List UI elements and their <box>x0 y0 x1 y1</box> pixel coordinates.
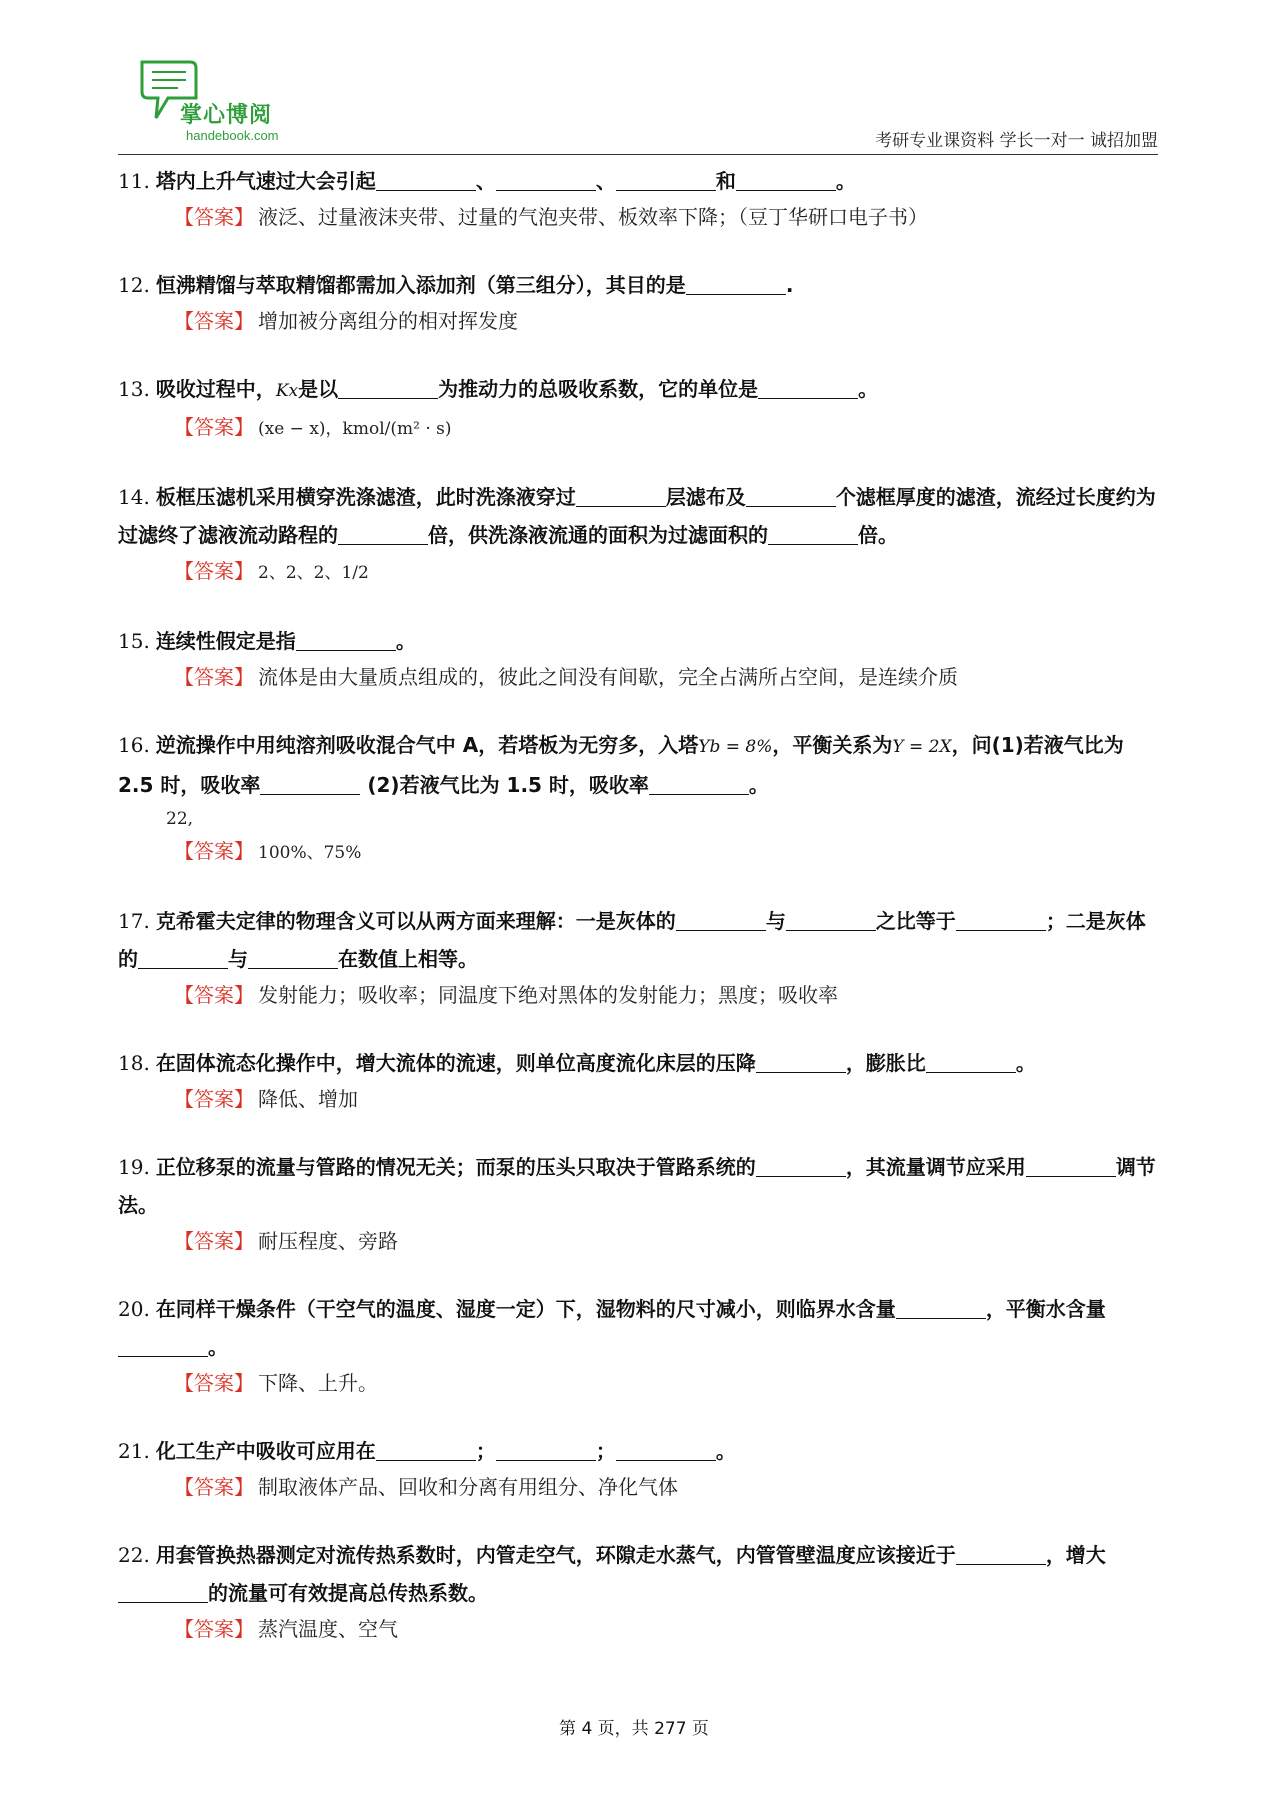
answer <box>174 1612 1158 1646</box>
text-part: 。 <box>748 773 769 797</box>
answer-tag: 【答案】 <box>174 1229 254 1253</box>
text-part: 、 <box>475 169 496 193</box>
question-number: 15. <box>118 629 150 653</box>
blank <box>758 378 858 399</box>
text-part: 之比等于 <box>875 909 956 933</box>
text-part: ，平衡关系为 <box>772 733 893 757</box>
answer <box>174 1470 1158 1504</box>
question-number: 13. <box>118 377 150 401</box>
question-list <box>118 162 1158 1678</box>
question-text <box>118 1290 1158 1366</box>
text-part: 。 <box>395 629 416 653</box>
blank <box>296 630 396 651</box>
answer-tag: 【答案】 <box>174 559 254 583</box>
question-text <box>118 726 1158 804</box>
text-part: 连续性假定是指 <box>155 629 296 653</box>
blank <box>376 1440 476 1461</box>
text-part: 与 <box>228 947 248 971</box>
text-part: 调节法。 <box>118 1155 1156 1217</box>
text-part: 克希霍夫定律的物理含义可以从两方面来理解：一是灰体的 <box>155 909 676 933</box>
text-part: ，增大 <box>1045 1543 1106 1567</box>
text-part: 与 <box>765 909 786 933</box>
text-part: 的流量可有效提高总传热系数。 <box>208 1581 488 1605</box>
answer-text: 2、2、2、1/2 <box>258 563 369 583</box>
answer <box>174 978 1158 1012</box>
question-text <box>118 266 1158 304</box>
question-15 <box>118 622 1158 694</box>
text-part: 在固体流态化操作中，增大流体的流速，则单位高度流化床层的压降 <box>155 1051 756 1075</box>
blank <box>138 948 228 969</box>
answer-text: 发射能力；吸收率；同温度下绝对黑体的发射能力；黑度；吸收率 <box>258 983 838 1007</box>
question-text <box>118 1044 1158 1082</box>
text-part: 吸收过程中， <box>155 377 276 401</box>
text-part: 在数值上相等。 <box>338 947 478 971</box>
answer-text: (xe − x)，kmol/(m² · s) <box>258 419 452 439</box>
logo <box>138 58 318 148</box>
formula: Yb = 8% <box>698 737 773 757</box>
header-slogan: 考研专业课资料 学长一对一 诚招加盟 <box>875 131 1158 151</box>
text-part: 板框压滤机采用横穿洗涤滤渣，此时洗涤液穿过 <box>155 485 576 509</box>
answer <box>174 200 1158 234</box>
blank <box>926 1052 1016 1073</box>
formula: Kx <box>275 381 299 401</box>
answer-tag: 【答案】 <box>174 1087 254 1111</box>
blank <box>376 170 476 191</box>
text-part: 倍。 <box>858 523 898 547</box>
blank <box>676 910 766 931</box>
question-text <box>118 162 1158 200</box>
text-part: 个滤框厚度的滤渣，流经过长度约为过滤终了滤液流动路程的 <box>118 485 1156 547</box>
text-part: 。 <box>858 377 879 401</box>
answer-tag: 【答案】 <box>174 415 254 439</box>
blank <box>768 524 858 545</box>
text-part: 逆流操作中用纯溶剂吸收混合气中 A，若塔板为无穷多，入塔 <box>155 733 699 757</box>
question-text <box>118 478 1158 554</box>
text-part: 。 <box>835 169 856 193</box>
blank <box>260 774 360 795</box>
answer <box>174 1366 1158 1400</box>
question-16 <box>118 726 1158 870</box>
text-part: ；二是灰体的 <box>118 909 1146 971</box>
question-number: 22. <box>118 1543 150 1567</box>
text-part: 、 <box>595 169 616 193</box>
question-18 <box>118 1044 1158 1116</box>
answer <box>174 834 1158 870</box>
text-part: 塔内上升气速过大会引起 <box>155 169 376 193</box>
blank <box>338 378 438 399</box>
formula: Y = 2X <box>892 737 952 757</box>
text-part: 层滤布及 <box>665 485 746 509</box>
answer <box>174 410 1158 446</box>
question-17 <box>118 902 1158 1012</box>
text-part: 。 <box>208 1335 228 1359</box>
answer <box>174 554 1158 590</box>
answer-text: 蒸汽温度、空气 <box>258 1617 398 1641</box>
question-text <box>118 622 1158 660</box>
question-number: 18. <box>118 1051 150 1075</box>
blank <box>118 1336 208 1357</box>
text-part: ； <box>595 1439 616 1463</box>
text-part: 。 <box>715 1439 736 1463</box>
blank <box>496 1440 596 1461</box>
text-part: ，问(1)若液气比为 2.5 时，吸收率 <box>118 733 1124 797</box>
question-12 <box>118 266 1158 338</box>
answer-tag: 【答案】 <box>174 1475 254 1499</box>
answer-tag: 【答案】 <box>174 1617 254 1641</box>
blank <box>649 774 749 795</box>
extra-note: 22, <box>166 809 194 829</box>
question-text <box>118 370 1158 410</box>
question-text <box>118 1148 1158 1224</box>
answer-text: 100%、75% <box>258 843 362 863</box>
question-11 <box>118 162 1158 234</box>
text-part: 正位移泵的流量与管路的情况无关；而泵的压头只取决于管路系统的 <box>155 1155 756 1179</box>
text-part: 在同样干燥条件（干空气的温度、湿度一定）下，湿物料的尺寸减小，则临界水含量 <box>155 1297 896 1321</box>
text-part: 和 <box>715 169 736 193</box>
question-21 <box>118 1432 1158 1504</box>
header-divider <box>118 154 1158 155</box>
question-number: 17. <box>118 909 150 933</box>
question-text <box>118 1432 1158 1470</box>
blank <box>786 910 876 931</box>
blank <box>118 1582 208 1603</box>
text-part: 用套管换热器测定对流传热系数时，内管走空气，环隙走水蒸气，内管管壁温度应该接近于 <box>155 1543 956 1567</box>
logo-text: 掌心博阅 <box>180 103 273 128</box>
question-13 <box>118 370 1158 446</box>
question-20 <box>118 1290 1158 1400</box>
text-part: 是以 <box>298 377 339 401</box>
answer-text: 制取液体产品、回收和分离有用组分、净化气体 <box>258 1475 678 1499</box>
answer-text: 增加被分离组分的相对挥发度 <box>258 309 518 333</box>
blank <box>756 1052 846 1073</box>
blank <box>756 1156 846 1177</box>
question-text <box>118 1536 1158 1612</box>
question-text <box>118 902 1158 978</box>
answer-tag: 【答案】 <box>174 309 254 333</box>
blank <box>956 910 1046 931</box>
answer <box>174 1082 1158 1116</box>
answer-tag: 【答案】 <box>174 839 254 863</box>
question-14 <box>118 478 1158 590</box>
answer-text: 流体是由大量质点组成的，彼此之间没有间歇，完全占满所占空间，是连续介质 <box>258 665 958 689</box>
text-part: 恒沸精馏与萃取精馏都需加入添加剂（第三组分），其目的是 <box>155 273 686 297</box>
blank <box>616 170 716 191</box>
blank <box>896 1298 986 1319</box>
answer <box>174 660 1158 694</box>
answer-text: 液泛、过量液沫夹带、过量的气泡夹带、板效率下降；（豆丁华研口电子书） <box>258 205 928 229</box>
blank <box>496 170 596 191</box>
question-number: 11. <box>118 169 150 193</box>
answer <box>174 304 1158 338</box>
answer-text: 下降、上升。 <box>258 1371 378 1395</box>
blank <box>338 524 428 545</box>
text-part: . <box>785 273 794 297</box>
page-footer <box>0 1714 1268 1739</box>
page-number: 第 4 页，共 277 页 <box>559 1719 709 1739</box>
blank <box>956 1544 1046 1565</box>
question-19 <box>118 1148 1158 1258</box>
question-22 <box>118 1536 1158 1646</box>
text-part: 。 <box>1015 1051 1036 1075</box>
question-number: 12. <box>118 273 150 297</box>
text-part: (2)若液气比为 1.5 时，吸收率 <box>360 773 649 797</box>
question-number: 20. <box>118 1297 150 1321</box>
text-part: 化工生产中吸收可应用在 <box>155 1439 376 1463</box>
answer-tag: 【答案】 <box>174 205 254 229</box>
text-part: ，其流量调节应采用 <box>845 1155 1026 1179</box>
text-part: ，膨胀比 <box>845 1051 926 1075</box>
page-header <box>118 58 1158 158</box>
question-number: 14. <box>118 485 150 509</box>
blank <box>576 486 666 507</box>
answer-tag: 【答案】 <box>174 1371 254 1395</box>
text-part: 倍，供洗涤液流通的面积为过滤面积的 <box>428 523 768 547</box>
answer <box>174 1224 1158 1258</box>
blank <box>686 274 786 295</box>
blank <box>248 948 338 969</box>
text-part: 为推动力的总吸收系数，它的单位是 <box>438 377 759 401</box>
answer-tag: 【答案】 <box>174 983 254 1007</box>
text-part: ； <box>475 1439 496 1463</box>
question-number: 19. <box>118 1155 150 1179</box>
blank <box>1026 1156 1116 1177</box>
question-number: 21. <box>118 1439 150 1463</box>
question-number: 16. <box>118 733 150 757</box>
blank <box>736 170 836 191</box>
blank <box>616 1440 716 1461</box>
answer-tag: 【答案】 <box>174 665 254 689</box>
text-part: ，平衡水含量 <box>985 1297 1106 1321</box>
answer-text: 降低、增加 <box>258 1087 358 1111</box>
logo-url: handebook.com <box>186 128 279 143</box>
blank <box>746 486 836 507</box>
answer-text: 耐压程度、旁路 <box>258 1229 398 1253</box>
